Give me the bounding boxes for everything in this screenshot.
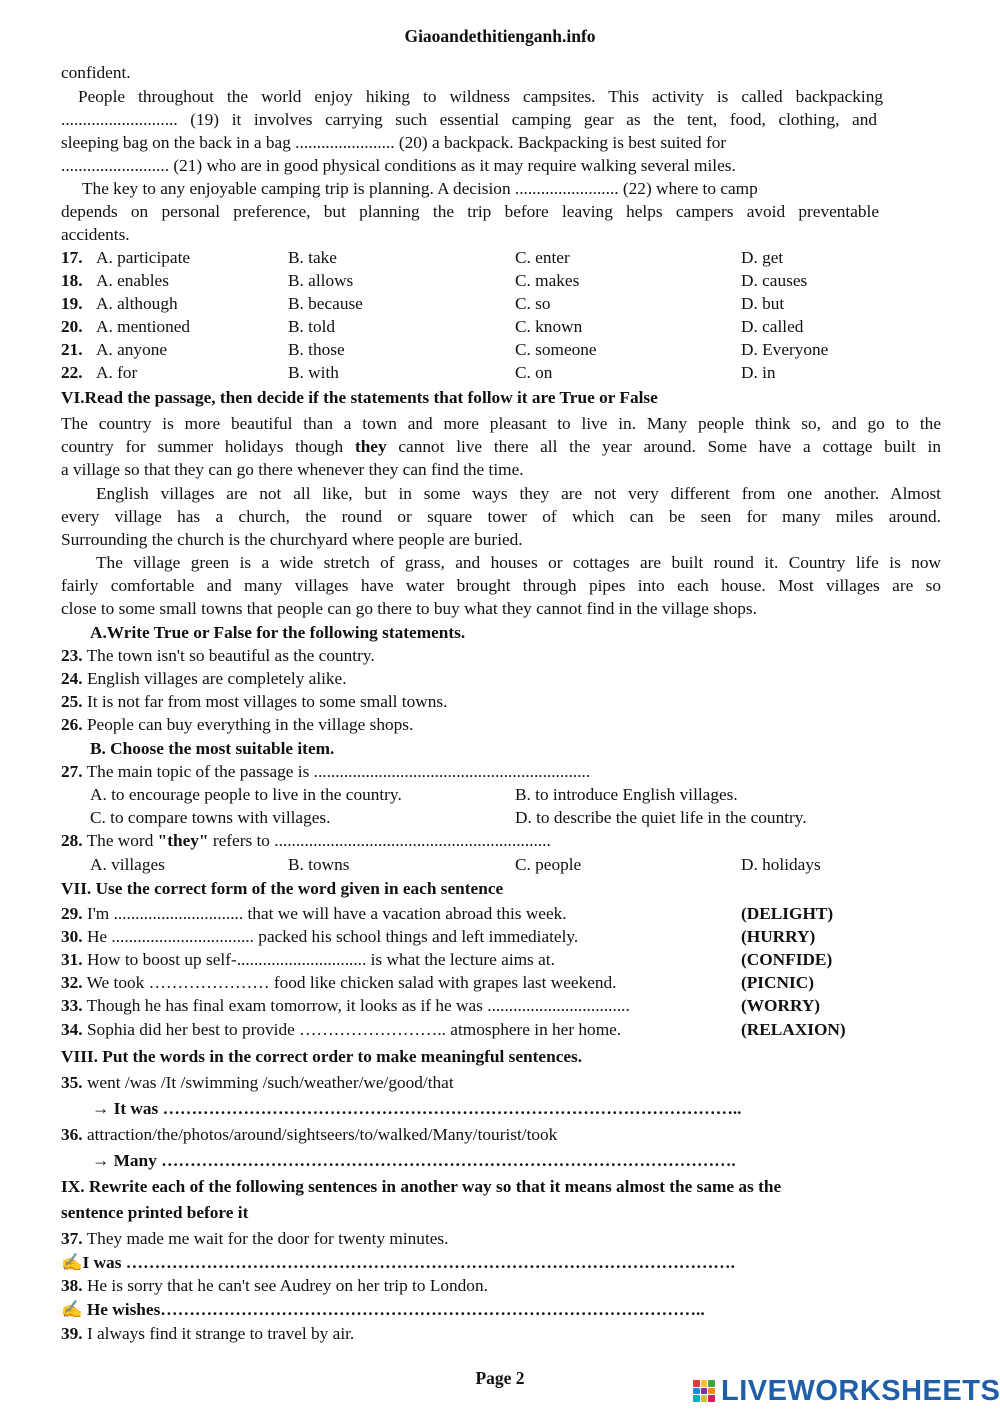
question-number: 27. (61, 762, 83, 781)
logo-cell (701, 1388, 708, 1395)
section-title: VIII. Put the words in the correct order to make meaningful sentences. (61, 1047, 583, 1066)
question-number: 23. (61, 646, 83, 665)
logo-cell (693, 1388, 700, 1395)
option-c: C. enter (515, 248, 570, 267)
passage-line: depends on personal preference, but planning the trip before leaving helps campers avoid preventable (61, 202, 879, 221)
question-number: 30. (61, 927, 83, 946)
sentence-text: Sophia did her best to provide …………………….. atmosphere in her home. (86, 1020, 622, 1039)
option-a: A. anyone (96, 340, 168, 359)
answer-prompt: Many ………………………………………………………………………………………. (113, 1151, 736, 1170)
logo-cell (693, 1380, 700, 1387)
question-number: 18. (61, 271, 83, 290)
passage-line: every village has a church, the round or square tower of which can be seen for many miles around. (61, 507, 941, 526)
highlighted-word: they (354, 437, 387, 456)
reorder-question (61, 1123, 941, 1146)
question-number: 32. (61, 973, 83, 992)
option-d: D. but (741, 294, 785, 313)
sentence-text: How to boost up self-.............................. is what the lecture aims at. (86, 950, 555, 969)
part-b-heading: B. Choose the most suitable item. (90, 739, 335, 758)
question-number: 39. (61, 1324, 83, 1343)
pencil-icon: ✍ (61, 1253, 83, 1272)
option-c: C. so (515, 294, 551, 313)
reorder-question (61, 1071, 941, 1094)
brand-name: LIVEWORKSHEETS (721, 1374, 1000, 1407)
option-d: D. called (741, 317, 804, 336)
option-b: B. told (288, 317, 336, 336)
question-28 (61, 829, 941, 852)
option-c: C. on (515, 363, 553, 382)
option-a: A. to encourage people to live in the country. (90, 785, 402, 804)
arrow-icon: → (92, 1151, 110, 1170)
option-a: A. mentioned (96, 317, 191, 336)
arrow-icon: → (92, 1099, 110, 1118)
tf-statement (61, 667, 941, 690)
passage-line: confident. (61, 63, 131, 82)
question-text: The word (86, 831, 158, 850)
option-d: D. holidays (741, 855, 821, 874)
option-d: D. get (741, 248, 784, 267)
option-a: A. villages (90, 855, 165, 874)
quoted-word: "they" (157, 831, 209, 850)
sentence-text: I always find it strange to travel by air. (86, 1324, 355, 1343)
sentence-text: He ................................. packed his school things and left immediately. (86, 927, 579, 946)
passage-line: close to some small towns that people can go there to buy what they cannot find in the village shops. (61, 599, 757, 618)
question-number: 19. (61, 294, 83, 313)
logo-cell (708, 1388, 715, 1395)
brand-grid-icon (693, 1380, 715, 1402)
tf-statement (61, 713, 941, 736)
option-c: C. makes (515, 271, 580, 290)
question-number: 17. (61, 248, 83, 267)
passage-line: accidents. (61, 225, 130, 244)
passage-line: The key to any enjoyable camping trip is planning. A decision ........................ (22) where to camp (82, 179, 758, 198)
root-word: (DELIGHT) (741, 904, 834, 923)
section-title-cont: sentence printed before it (61, 1203, 249, 1222)
passage-line: ........................... (19) it involves carrying such essential camping gear as the tent, food, clothing, and (61, 110, 877, 129)
option-a: A. enables (96, 271, 169, 290)
question-number: 38. (61, 1276, 83, 1295)
option-c: C. someone (515, 340, 597, 359)
answer-prompt: He wishes………………………………………………………………………………….. (82, 1300, 705, 1319)
answer-line (61, 1251, 821, 1274)
root-word: (PICNIC) (741, 973, 814, 992)
option-a: A. participate (96, 248, 191, 267)
answer-line (61, 1298, 821, 1321)
sentence-text: I'm .............................. that we will have a vacation abroad this week. (86, 904, 567, 923)
option-a: A. for (96, 363, 138, 382)
question-number: 35. (61, 1073, 83, 1092)
passage-line: The village green is a wide stretch of grass, and houses or cottages are built round it. Country life is now (96, 553, 941, 572)
question-27 (61, 760, 941, 783)
logo-cell (708, 1395, 715, 1402)
question-number: 25. (61, 692, 83, 711)
question-number: 37. (61, 1229, 83, 1248)
passage-line (61, 435, 941, 458)
option-d: D. in (741, 363, 776, 382)
passage-line: fairly comfortable and many villages have water brought through pipes into each house. Most villages are so (61, 576, 941, 595)
passage-line: Surrounding the church is the churchyard where people are buried. (61, 530, 523, 549)
answer-line (92, 1149, 852, 1172)
statement-text: It is not far from most villages to some small towns. (86, 692, 448, 711)
rewrite-question (61, 1227, 941, 1250)
tf-statement (61, 690, 941, 713)
statement-text: English villages are completely alike. (86, 669, 347, 688)
option-b: B. towns (288, 855, 350, 874)
option-d: D. Everyone (741, 340, 829, 359)
word-form-item (61, 994, 736, 1017)
option-b: B. allows (288, 271, 354, 290)
question-text: The main topic of the passage is ................................................................ (86, 762, 591, 781)
question-number: 28. (61, 831, 83, 850)
question-number: 26. (61, 715, 83, 734)
section-title: IX. Rewrite each of the following sentences in another way so that it means almost the same as the (61, 1177, 782, 1196)
option-b: B. take (288, 248, 337, 267)
passage-line: English villages are not all like, but in some ways they are not very different from one another. Almost (96, 484, 941, 503)
logo-cell (708, 1380, 715, 1387)
question-number: 22. (61, 363, 83, 382)
question-text: refers to ................................................................ (208, 831, 551, 850)
option-a: A. although (96, 294, 178, 313)
sentence-text: We took ………………… food like chicken salad with grapes last weekend. (86, 973, 617, 992)
question-number: 21. (61, 340, 83, 359)
root-word: (HURRY) (741, 927, 816, 946)
root-word: (WORRY) (741, 996, 821, 1015)
option-d: D. to describe the quiet life in the country. (515, 808, 807, 827)
rewrite-question (61, 1274, 941, 1297)
option-b: B. with (288, 363, 339, 382)
question-number: 24. (61, 669, 83, 688)
sentence-text: He is sorry that he can't see Audrey on her trip to London. (86, 1276, 488, 1295)
passage-line: People throughout the world enjoy hiking to wildness campsites. This activity is called backpacking (78, 87, 883, 106)
root-word: (RELAXION) (741, 1020, 846, 1039)
question-number: 29. (61, 904, 83, 923)
passage-line: ......................... (21) who are in good physical conditions as it may require walking several miles. (61, 156, 736, 175)
logo-cell (701, 1395, 708, 1402)
logo-cell (693, 1395, 700, 1402)
liveworksheets-logo[interactable] (693, 1376, 1000, 1406)
passage-line: a village so that they can go there whenever they can find the time. (61, 460, 524, 479)
passage-line: sleeping bag on the back in a bag ....................... (20) a backpack. Backpacking is best suited for (61, 133, 727, 152)
statement-text: The town isn't so beautiful as the country. (86, 646, 375, 665)
option-c: C. known (515, 317, 583, 336)
option-d: D. causes (741, 271, 808, 290)
part-a-heading: A.Write True or False for the following statements. (90, 623, 466, 642)
logo-cell (701, 1380, 708, 1387)
tf-statement (61, 644, 941, 667)
sentence-text: Though he has final exam tomorrow, it looks as if he was ................................. (86, 996, 630, 1015)
question-number: 36. (61, 1125, 83, 1144)
question-number: 20. (61, 317, 83, 336)
page-number: Page 2 (475, 1368, 525, 1388)
rewrite-question (61, 1322, 941, 1345)
question-number: 33. (61, 996, 83, 1015)
pencil-icon: ✍ (61, 1300, 83, 1319)
section-title: VI.Read the passage, then decide if the statements that follow it are True or False (61, 388, 658, 407)
statement-text: People can buy everything in the village shops. (86, 715, 414, 734)
text-fragment: cannot live there all the year around. Some have a cottage built in (386, 437, 941, 456)
option-b: B. to introduce English villages. (515, 785, 738, 804)
answer-line (92, 1097, 852, 1120)
site-header: Giaoandethitienganh.info (404, 26, 596, 46)
option-c: C. people (515, 855, 582, 874)
question-number: 34. (61, 1020, 83, 1039)
word-list: went /was /It /swimming /such/weather/we/good/that (86, 1073, 454, 1092)
section-title: VII. Use the correct form of the word given in each sentence (61, 879, 504, 898)
root-word: (CONFIDE) (741, 950, 833, 969)
question-number: 31. (61, 950, 83, 969)
option-b: B. because (288, 294, 363, 313)
word-list: attraction/the/photos/around/sightseers/to/walked/Many/tourist/took (86, 1125, 558, 1144)
answer-prompt: I was ……………………………………………………………………………………………. (82, 1253, 735, 1272)
sentence-text: They made me wait for the door for twenty minutes. (86, 1229, 449, 1248)
option-b: B. those (288, 340, 345, 359)
answer-prompt: It was ……………………………………………………………………………………….. (113, 1099, 742, 1118)
passage-line: The country is more beautiful than a town and more pleasant to live in. Many people think so, and go to the (61, 414, 941, 433)
option-c: C. to compare towns with villages. (90, 808, 331, 827)
text-fragment: country for summer holidays though (61, 437, 355, 456)
